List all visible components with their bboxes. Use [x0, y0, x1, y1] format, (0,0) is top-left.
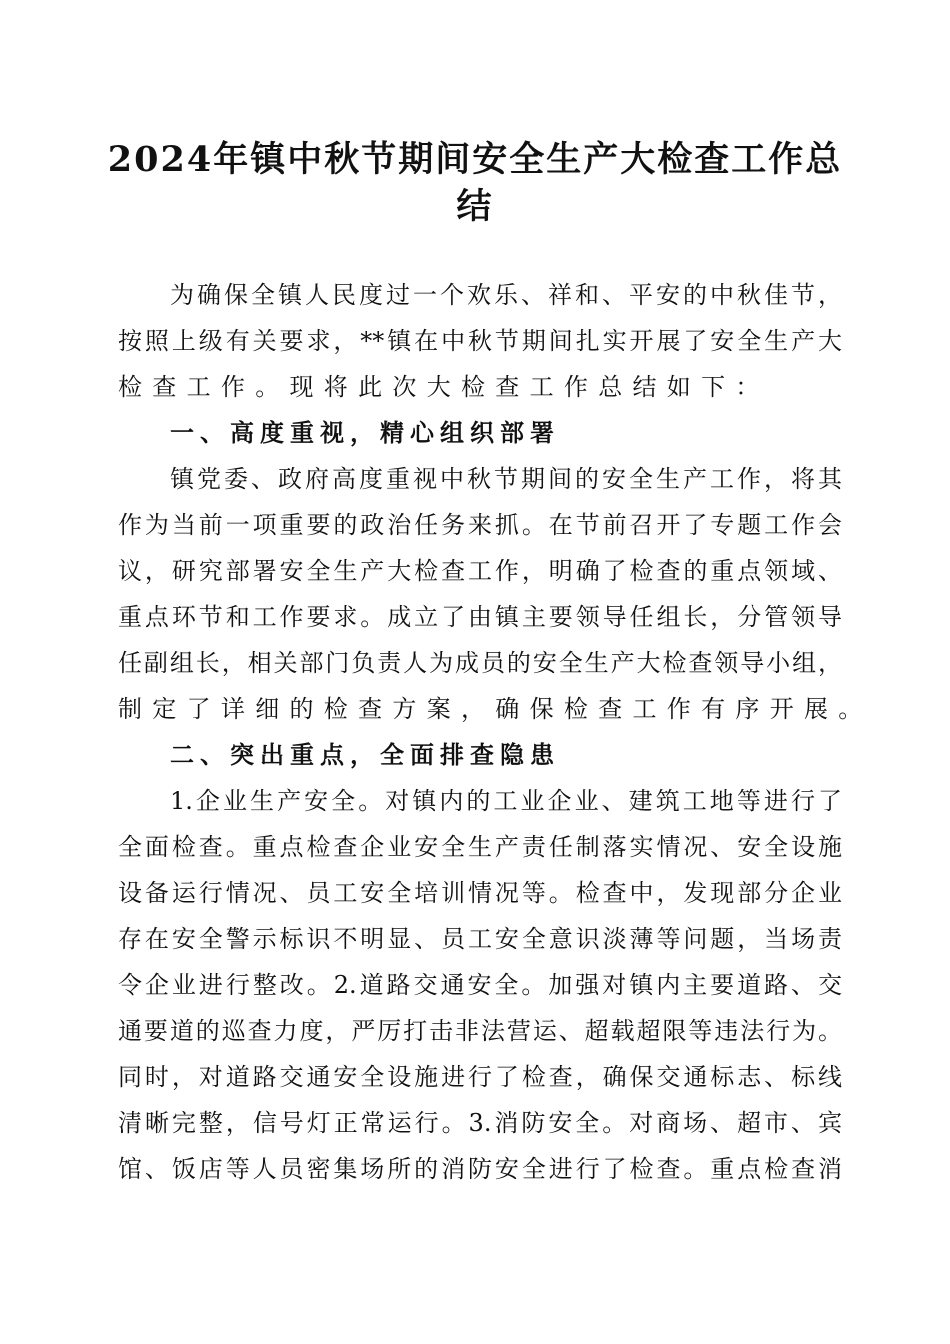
- title-line: 2024年镇中秋节期间安全生产大检查工作总: [107, 139, 843, 180]
- heading-text: 一、高度重视，精心组织部署: [170, 418, 560, 447]
- text-line: 重点环节和工作要求。成立了由镇主要领导任组长，分管领导: [118, 603, 842, 631]
- text-line: 通要道的巡查力度，严厉打击非法营运、超载超限等违法行为。: [118, 1017, 842, 1045]
- text-line: 检查工作。现将此次大检查工作总结如下：: [118, 373, 770, 401]
- text-line: 全面检查。重点检查企业安全生产责任制落实情况、安全设施: [118, 833, 842, 861]
- title-line: 结: [456, 186, 494, 227]
- text-line: 同时，对道路交通安全设施进行了检查，确保交通标志、标线: [118, 1063, 842, 1091]
- text-line: 镇党委、政府高度重视中秋节期间的安全生产工作，将其: [170, 465, 842, 493]
- text-line: 令企业进行整改。2.道路交通安全。加强对镇内主要道路、交: [118, 971, 842, 999]
- document-body: [118, 272, 873, 1192]
- text-line: 按照上级有关要求，**镇在中秋节期间扎实开展了安全生产大: [118, 327, 842, 355]
- text-line: 作为当前一项重要的政治任务来抓。在节前召开了专题工作会: [118, 511, 842, 539]
- paragraph: [118, 272, 842, 410]
- text-line: 为确保全镇人民度过一个欢乐、祥和、平安的中秋佳节，: [170, 281, 842, 309]
- document-title: [100, 136, 850, 230]
- text-line: 制定了详细的检查方案，确保检查工作有序开展。: [118, 695, 873, 723]
- text-line: 任副组长，相关部门负责人为成员的安全生产大检查领导小组，: [118, 649, 842, 677]
- paragraph: [118, 456, 873, 732]
- text-line: 存在安全警示标识不明显、员工安全意识淡薄等问题，当场责: [118, 925, 842, 953]
- text-line: 设备运行情况、员工安全培训情况等。检查中，发现部分企业: [118, 879, 842, 907]
- text-line: 1.企业生产安全。对镇内的工业企业、建筑工地等进行了: [170, 787, 842, 815]
- paragraph: [118, 778, 842, 1192]
- section-heading: [118, 732, 842, 778]
- text-line: 馆、饭店等人员密集场所的消防安全进行了检查。重点检查消: [118, 1155, 842, 1183]
- text-line: 清晰完整，信号灯正常运行。3.消防安全。对商场、超市、宾: [118, 1109, 842, 1137]
- section-heading: [118, 410, 842, 456]
- text-line: 议，研究部署安全生产大检查工作，明确了检查的重点领域、: [118, 557, 842, 585]
- heading-text: 二、突出重点，全面排查隐患: [170, 740, 560, 769]
